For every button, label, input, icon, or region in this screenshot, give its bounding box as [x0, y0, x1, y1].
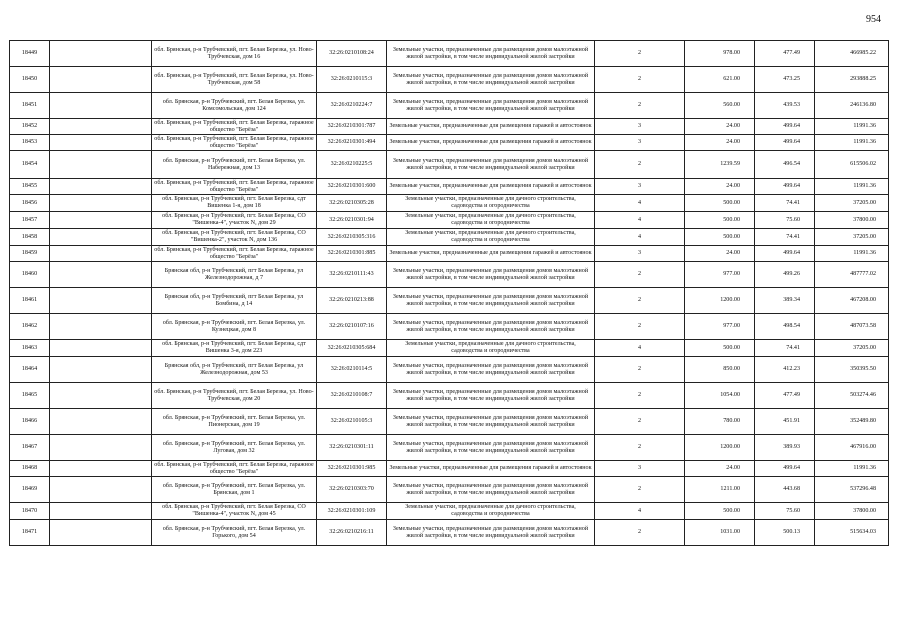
land-use-cell: Земельные участки, предназначенные для размещения гаражей и автостоянок: [387, 461, 595, 477]
specific-value-cell: 439.53: [755, 93, 815, 119]
specific-value-cell: 499.64: [755, 135, 815, 151]
cadastral-value-cell: 37800.00: [815, 212, 889, 229]
table-body: [10, 41, 889, 546]
area-cell: 24.00: [685, 179, 755, 195]
area-cell: 1031.00: [685, 520, 755, 546]
row-number-cell: 18461: [10, 288, 50, 314]
use-group-cell: 4: [595, 340, 685, 357]
cadastral-number-cell: 32:26:0210224:7: [317, 93, 387, 119]
page-number: 954: [866, 14, 881, 25]
specific-value-cell: 498.54: [755, 314, 815, 340]
table-row: [10, 41, 889, 67]
row-number-cell: 18458: [10, 229, 50, 246]
use-group-cell: 2: [595, 383, 685, 409]
table-row: [10, 314, 889, 340]
address-cell: обл. Брянская, р-н Трубчевский, пгт. Белая Березка, ул. Комсомольская, дом 124: [152, 93, 317, 119]
empty-cell: [50, 340, 152, 357]
area-cell: 977.00: [685, 262, 755, 288]
table-row: [10, 520, 889, 546]
cadastral-value-cell: 350395.50: [815, 357, 889, 383]
address-cell: обл. Брянская, р-н Трубчевский, пгт. Белая Березка, гаражное общество "Берёза": [152, 461, 317, 477]
empty-cell: [50, 41, 152, 67]
land-use-cell: Земельные участки, предназначенные для дачного строительства, садоводства и огородничества: [387, 503, 595, 520]
row-number-cell: 18467: [10, 435, 50, 461]
empty-cell: [50, 93, 152, 119]
empty-cell: [50, 503, 152, 520]
specific-value-cell: 500.13: [755, 520, 815, 546]
specific-value-cell: 499.64: [755, 119, 815, 135]
empty-cell: [50, 409, 152, 435]
use-group-cell: 2: [595, 151, 685, 179]
row-number-cell: 18450: [10, 67, 50, 93]
land-use-cell: Земельные участки, предназначенные для размещения домов малоэтажной жилой застройки, в том числе индивидуальной жилой застройки: [387, 67, 595, 93]
area-cell: 1054.00: [685, 383, 755, 409]
land-use-cell: Земельные участки, предназначенные для размещения гаражей и автостоянок: [387, 246, 595, 262]
empty-cell: [50, 357, 152, 383]
specific-value-cell: 473.25: [755, 67, 815, 93]
cadastral-number-cell: 32:26:0210108:24: [317, 41, 387, 67]
cadastral-value-cell: 467916.00: [815, 435, 889, 461]
use-group-cell: 2: [595, 93, 685, 119]
cadastral-number-cell: 32:26:0210301:494: [317, 135, 387, 151]
table-row: [10, 179, 889, 195]
empty-cell: [50, 477, 152, 503]
area-cell: 500.00: [685, 229, 755, 246]
empty-cell: [50, 179, 152, 195]
address-cell: Брянская обл, р-н Трубчевский, пгт Белая Березка, ул Бомбина, д 14: [152, 288, 317, 314]
cadastral-value-cell: 37205.00: [815, 340, 889, 357]
specific-value-cell: 499.64: [755, 461, 815, 477]
land-use-cell: Земельные участки, предназначенные для размещения домов малоэтажной жилой застройки, в том числе индивидуальной жилой застройки: [387, 520, 595, 546]
table-row: [10, 409, 889, 435]
empty-cell: [50, 119, 152, 135]
address-cell: обл. Брянская, р-н Трубчевский, пгт. Белая Березка, ул. Набережная, дом 13: [152, 151, 317, 179]
specific-value-cell: 74.41: [755, 340, 815, 357]
specific-value-cell: 412.23: [755, 357, 815, 383]
row-number-cell: 18470: [10, 503, 50, 520]
cadastral-number-cell: 32:26:0210105:3: [317, 409, 387, 435]
cadastral-value-cell: 503274.46: [815, 383, 889, 409]
cadastral-value-cell: 37205.00: [815, 229, 889, 246]
row-number-cell: 18460: [10, 262, 50, 288]
area-cell: 977.00: [685, 314, 755, 340]
area-cell: 560.00: [685, 93, 755, 119]
cadastral-number-cell: 32:26:0210301:109: [317, 503, 387, 520]
area-cell: 1239.59: [685, 151, 755, 179]
use-group-cell: 2: [595, 477, 685, 503]
table-row: [10, 212, 889, 229]
cadastral-number-cell: 32:26:0210213:88: [317, 288, 387, 314]
specific-value-cell: 74.41: [755, 195, 815, 212]
use-group-cell: 2: [595, 262, 685, 288]
land-use-cell: Земельные участки, предназначенные для размещения домов малоэтажной жилой застройки, в том числе индивидуальной жилой застройки: [387, 435, 595, 461]
land-use-cell: Земельные участки, предназначенные для размещения домов малоэтажной жилой застройки, в том числе индивидуальной жилой застройки: [387, 314, 595, 340]
empty-cell: [50, 195, 152, 212]
table-row: [10, 67, 889, 93]
empty-cell: [50, 212, 152, 229]
address-cell: обл. Брянская, р-н Трубчевский, пгт. Белая Березка, ул. Брянская, дом 1: [152, 477, 317, 503]
land-use-cell: Земельные участки, предназначенные для дачного строительства, садоводства и огородничества: [387, 229, 595, 246]
row-number-cell: 18466: [10, 409, 50, 435]
address-cell: обл. Брянская, р-н Трубчевский, пгт. Белая Березка, ул. Горького, дом 54: [152, 520, 317, 546]
use-group-cell: 2: [595, 288, 685, 314]
row-number-cell: 18459: [10, 246, 50, 262]
empty-cell: [50, 229, 152, 246]
cadastral-number-cell: 32:26:0210107:16: [317, 314, 387, 340]
use-group-cell: 2: [595, 41, 685, 67]
specific-value-cell: 389.34: [755, 288, 815, 314]
use-group-cell: 4: [595, 212, 685, 229]
cadastral-value-cell: 515634.03: [815, 520, 889, 546]
cadastral-number-cell: 32:26:0210225:5: [317, 151, 387, 179]
land-use-cell: Земельные участки, предназначенные для размещения домов малоэтажной жилой застройки, в том числе индивидуальной жилой застройки: [387, 288, 595, 314]
use-group-cell: 2: [595, 357, 685, 383]
use-group-cell: 4: [595, 229, 685, 246]
row-number-cell: 18455: [10, 179, 50, 195]
row-number-cell: 18453: [10, 135, 50, 151]
land-use-cell: Земельные участки, предназначенные для размещения домов малоэтажной жилой застройки, в том числе индивидуальной жилой застройки: [387, 262, 595, 288]
area-cell: 500.00: [685, 212, 755, 229]
land-use-cell: Земельные участки, предназначенные для размещения гаражей и автостоянок: [387, 179, 595, 195]
address-cell: обл. Брянская, р-н Трубчевский, пгт. Белая Березка, ул. Ново-Трубчевская, дом 16: [152, 41, 317, 67]
land-use-cell: Земельные участки, предназначенные для дачного строительства, садоводства и огородничества: [387, 195, 595, 212]
cadastral-number-cell: 32:26:0210301:94: [317, 212, 387, 229]
use-group-cell: 2: [595, 409, 685, 435]
row-number-cell: 18462: [10, 314, 50, 340]
specific-value-cell: 499.64: [755, 179, 815, 195]
cadastral-value-cell: 352489.80: [815, 409, 889, 435]
cadastral-number-cell: 32:26:0210305:684: [317, 340, 387, 357]
empty-cell: [50, 151, 152, 179]
specific-value-cell: 499.26: [755, 262, 815, 288]
cadastral-number-cell: 32:26:0210108:7: [317, 383, 387, 409]
area-cell: 1200.00: [685, 435, 755, 461]
cadastral-number-cell: 32:26:0210301:600: [317, 179, 387, 195]
address-cell: обл. Брянская, р-н Трубчевский, пгт. Белая Березка, ул. Кузнецкая, дом 8: [152, 314, 317, 340]
cadastral-number-cell: 32:26:0210216:11: [317, 520, 387, 546]
table-row: [10, 383, 889, 409]
specific-value-cell: 499.64: [755, 246, 815, 262]
empty-cell: [50, 288, 152, 314]
use-group-cell: 3: [595, 179, 685, 195]
address-cell: обл. Брянская, р-н Трубчевский, пгт. Белая Березка, сдт Вишенка 3-я, дом 223: [152, 340, 317, 357]
cadastral-number-cell: 32:26:0210305:316: [317, 229, 387, 246]
cadastral-number-cell: 32:26:0210303:70: [317, 477, 387, 503]
row-number-cell: 18469: [10, 477, 50, 503]
cadastral-value-cell: 11991.36: [815, 179, 889, 195]
area-cell: 24.00: [685, 135, 755, 151]
land-use-cell: Земельные участки, предназначенные для размещения домов малоэтажной жилой застройки, в том числе индивидуальной жилой застройки: [387, 477, 595, 503]
cadastral-number-cell: 32:26:0210115:3: [317, 67, 387, 93]
cadastral-value-cell: 615506.02: [815, 151, 889, 179]
area-cell: 24.00: [685, 246, 755, 262]
cadastral-number-cell: 32:26:0210301:787: [317, 119, 387, 135]
table-row: [10, 93, 889, 119]
area-cell: 780.00: [685, 409, 755, 435]
address-cell: обл. Брянская, р-н Трубчевский, пгт. Белая Березка, гаражное общество "Берёза": [152, 246, 317, 262]
cadastral-value-cell: 11991.36: [815, 119, 889, 135]
address-cell: обл. Брянская, р-н Трубчевский, пгт. Белая Березка, гаражное общество "Берёза": [152, 135, 317, 151]
cadastral-number-cell: 32:26:0210111:43: [317, 262, 387, 288]
cadastral-number-cell: 32:26:0210114:5: [317, 357, 387, 383]
land-use-cell: Земельные участки, предназначенные для дачного строительства, садоводства и огородничества: [387, 340, 595, 357]
specific-value-cell: 75.60: [755, 212, 815, 229]
specific-value-cell: 451.91: [755, 409, 815, 435]
row-number-cell: 18465: [10, 383, 50, 409]
table-row: [10, 135, 889, 151]
empty-cell: [50, 435, 152, 461]
address-cell: Брянская обл, р-н Трубчевский, пгт Белая Березка, ул Железнодорожная, дом 53: [152, 357, 317, 383]
empty-cell: [50, 67, 152, 93]
table-row: [10, 151, 889, 179]
cadastral-value-cell: 537296.48: [815, 477, 889, 503]
address-cell: Брянская обл, р-н Трубчевский, пгт Белая Березка, ул Железнодорожная, д 7: [152, 262, 317, 288]
land-use-cell: Земельные участки, предназначенные для дачного строительства, садоводства и огородничества: [387, 212, 595, 229]
row-number-cell: 18449: [10, 41, 50, 67]
cadastral-number-cell: 32:26:0210301:885: [317, 246, 387, 262]
address-cell: обл. Брянская, р-н Трубчевский, пгт. Белая Березка, сдт Вишенка 1-я, дом 18: [152, 195, 317, 212]
empty-cell: [50, 461, 152, 477]
area-cell: 1211.00: [685, 477, 755, 503]
use-group-cell: 3: [595, 119, 685, 135]
area-cell: 978.00: [685, 41, 755, 67]
row-number-cell: 18463: [10, 340, 50, 357]
address-cell: обл. Брянская, р-н Трубчевский, пгт. Белая Березка, ул. Луговая, дом 32: [152, 435, 317, 461]
cadastral-number-cell: 32:26:0210301:985: [317, 461, 387, 477]
empty-cell: [50, 262, 152, 288]
address-cell: обл. Брянская, р-н Трубчевский, пгт. Белая Березка, гаражное общество "Берёза": [152, 179, 317, 195]
land-register-table: [9, 40, 889, 546]
area-cell: 24.00: [685, 119, 755, 135]
cadastral-value-cell: 246136.80: [815, 93, 889, 119]
table-row: [10, 229, 889, 246]
specific-value-cell: 75.60: [755, 503, 815, 520]
table-row: [10, 477, 889, 503]
cadastral-value-cell: 293888.25: [815, 67, 889, 93]
area-cell: 500.00: [685, 195, 755, 212]
cadastral-value-cell: 37205.00: [815, 195, 889, 212]
cadastral-value-cell: 487777.02: [815, 262, 889, 288]
specific-value-cell: 496.54: [755, 151, 815, 179]
specific-value-cell: 443.68: [755, 477, 815, 503]
table-row: [10, 435, 889, 461]
row-number-cell: 18464: [10, 357, 50, 383]
table-row: [10, 195, 889, 212]
cadastral-value-cell: 487073.58: [815, 314, 889, 340]
specific-value-cell: 477.49: [755, 41, 815, 67]
row-number-cell: 18454: [10, 151, 50, 179]
address-cell: обл. Брянская, р-н Трубчевский, пгт. Белая Березка, СО "Вишенка-4", участок N, дом 29: [152, 212, 317, 229]
use-group-cell: 3: [595, 135, 685, 151]
use-group-cell: 4: [595, 503, 685, 520]
cadastral-value-cell: 11991.36: [815, 461, 889, 477]
table-row: [10, 262, 889, 288]
address-cell: обл. Брянская, р-н Трубчевский, пгт. Белая Березка, СО "Вишенка-2", участок N, дом 136: [152, 229, 317, 246]
cadastral-number-cell: 32:26:0210305:28: [317, 195, 387, 212]
address-cell: обл. Брянская, р-н Трубчевский, пгт. Белая Березка, ул. Ново-Трубчевская, дом 58: [152, 67, 317, 93]
empty-cell: [50, 383, 152, 409]
land-use-cell: Земельные участки, предназначенные для размещения домов малоэтажной жилой застройки, в том числе индивидуальной жилой застройки: [387, 41, 595, 67]
use-group-cell: 2: [595, 314, 685, 340]
table-row: [10, 503, 889, 520]
table-row: [10, 461, 889, 477]
specific-value-cell: 389.93: [755, 435, 815, 461]
address-cell: обл. Брянская, р-н Трубчевский, пгт. Белая Березка, ул. Пионерская, дом 19: [152, 409, 317, 435]
address-cell: обл. Брянская, р-н Трубчевский, пгт. Белая Березка, СО "Вишенка-4", участок N, дом 45: [152, 503, 317, 520]
land-use-cell: Земельные участки, предназначенные для размещения гаражей и автостоянок: [387, 119, 595, 135]
cadastral-value-cell: 467208.00: [815, 288, 889, 314]
row-number-cell: 18452: [10, 119, 50, 135]
land-use-cell: Земельные участки, предназначенные для размещения домов малоэтажной жилой застройки, в том числе индивидуальной жилой застройки: [387, 383, 595, 409]
area-cell: 850.00: [685, 357, 755, 383]
specific-value-cell: 74.41: [755, 229, 815, 246]
row-number-cell: 18468: [10, 461, 50, 477]
use-group-cell: 2: [595, 67, 685, 93]
specific-value-cell: 477.49: [755, 383, 815, 409]
table-row: [10, 288, 889, 314]
cadastral-value-cell: 11991.36: [815, 135, 889, 151]
empty-cell: [50, 520, 152, 546]
address-cell: обл. Брянская, р-н Трубчевский, пгт. Белая Березка, ул. Ново-Трубчевская, дом 20: [152, 383, 317, 409]
address-cell: обл. Брянская, р-н Трубчевский, пгт. Белая Березка, гаражное общество "Берёза": [152, 119, 317, 135]
empty-cell: [50, 246, 152, 262]
area-cell: 500.00: [685, 340, 755, 357]
empty-cell: [50, 314, 152, 340]
area-cell: 500.00: [685, 503, 755, 520]
table-row: [10, 246, 889, 262]
use-group-cell: 2: [595, 435, 685, 461]
area-cell: 621.00: [685, 67, 755, 93]
use-group-cell: 3: [595, 246, 685, 262]
cadastral-value-cell: 37800.00: [815, 503, 889, 520]
row-number-cell: 18451: [10, 93, 50, 119]
cadastral-value-cell: 466985.22: [815, 41, 889, 67]
table-row: [10, 340, 889, 357]
land-use-cell: Земельные участки, предназначенные для размещения домов малоэтажной жилой застройки, в том числе индивидуальной жилой застройки: [387, 151, 595, 179]
use-group-cell: 4: [595, 195, 685, 212]
table-row: [10, 357, 889, 383]
use-group-cell: 2: [595, 520, 685, 546]
land-use-cell: Земельные участки, предназначенные для размещения домов малоэтажной жилой застройки, в том числе индивидуальной жилой застройки: [387, 93, 595, 119]
land-use-cell: Земельные участки, предназначенные для размещения гаражей и автостоянок: [387, 135, 595, 151]
row-number-cell: 18457: [10, 212, 50, 229]
row-number-cell: 18471: [10, 520, 50, 546]
use-group-cell: 3: [595, 461, 685, 477]
area-cell: 1200.00: [685, 288, 755, 314]
table-row: [10, 119, 889, 135]
land-use-cell: Земельные участки, предназначенные для размещения домов малоэтажной жилой застройки, в том числе индивидуальной жилой застройки: [387, 409, 595, 435]
cadastral-value-cell: 11991.36: [815, 246, 889, 262]
cadastral-number-cell: 32:26:0210301:11: [317, 435, 387, 461]
area-cell: 24.00: [685, 461, 755, 477]
land-use-cell: Земельные участки, предназначенные для размещения домов малоэтажной жилой застройки, в том числе индивидуальной жилой застройки: [387, 357, 595, 383]
row-number-cell: 18456: [10, 195, 50, 212]
empty-cell: [50, 135, 152, 151]
